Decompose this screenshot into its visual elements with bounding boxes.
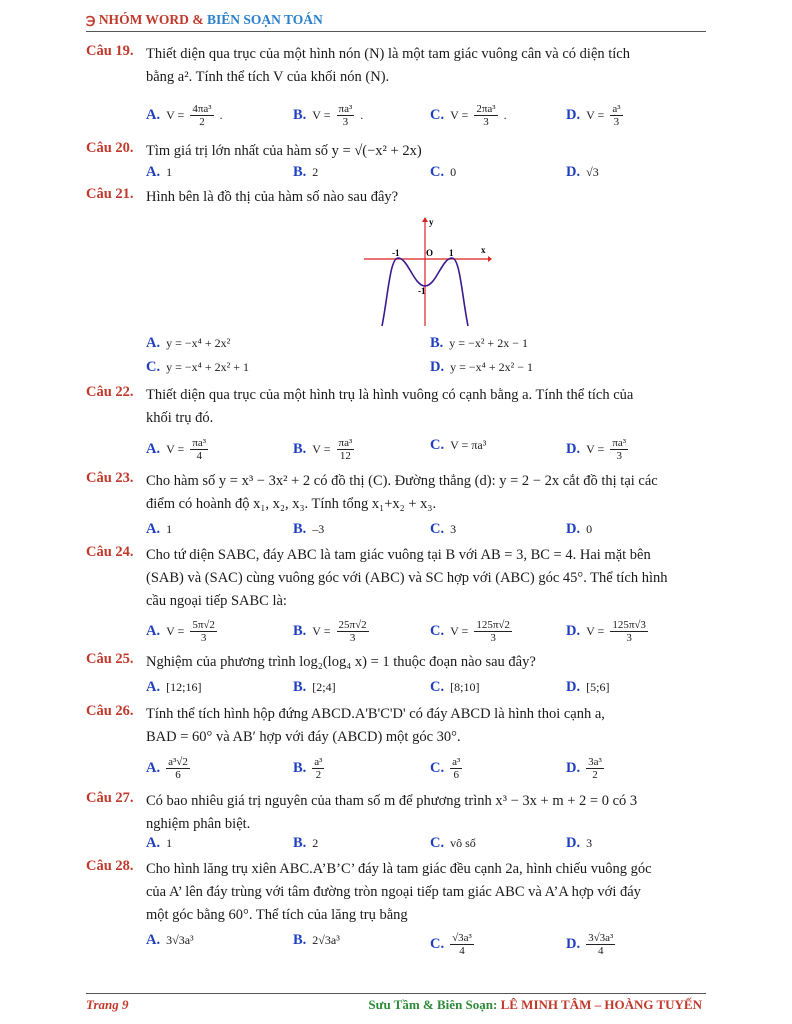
question-text-line: Cho hàm số y = x³ − 3x² + 2 có đồ thị (C). Đường thẳng (d): y = 2 − 2x cắt đồ thị tại các [146,473,658,489]
question-label: Câu 27. [86,790,134,806]
answer-option[interactable] [430,103,507,128]
y-arrow-icon [422,217,428,222]
fraction-numerator: 3a³ [588,756,602,768]
question-label: Câu 23. [86,470,134,486]
x-label: x [481,245,486,255]
fraction-numerator: 125π√2 [476,619,510,631]
option-prefix: V = [312,108,331,122]
option-letter: A. [146,441,161,457]
footer-credit-label: Sưu Tầm & Biên Soạn: [368,997,498,1012]
option-suffix: . [219,108,223,122]
option-letter: B. [293,441,307,457]
fraction-numerator: a³ [452,756,461,768]
option-fraction [312,756,324,781]
answer-option[interactable] [146,359,249,376]
option-fraction [190,103,213,128]
option-prefix: V = [586,624,605,638]
option-letter: B. [293,623,307,639]
option-letter: C. [430,521,445,537]
option-letter: D. [566,107,581,123]
answer-option[interactable] [566,679,609,696]
option-text: [8;10] [450,680,480,694]
question-label: Câu 21. [86,186,134,202]
option-fraction [190,437,208,462]
option-text: 1 [166,165,173,179]
answer-option[interactable] [146,521,172,538]
option-prefix: V = [166,108,185,122]
header-part1: NHÓM WORD [98,12,189,27]
fraction-numerator: a³ [612,103,621,115]
option-fraction [474,619,512,644]
option-text: 2√3a³ [312,933,340,947]
option-letter: A. [146,335,161,351]
fraction-denominator: 3 [483,116,489,128]
header-part2: BIÊN SOẠN TOÁN [206,12,323,27]
option-fraction [166,756,190,781]
option-prefix: V = [166,624,185,638]
option-letter: A. [146,164,161,180]
option-text: –3 [312,522,325,536]
question-text-line: điểm có hoành độ x₁, x₂, x₃. Tính tổng x₁+x₂ + x₃. [146,496,437,512]
question-text-line: Có bao nhiêu giá trị nguyên của tham số m để phương trình x³ − 3x + m + 2 = 0 có 3 [146,793,638,809]
option-fraction [610,619,648,644]
option-letter: C. [146,359,161,375]
option-letter: C. [430,936,445,952]
fraction-numerator: 3√3a³ [588,932,614,944]
fraction-denominator: 3 [342,116,349,128]
question-text-line: Nghiệm của phương trình log₂(log₄ x) = 1 thuộc đoạn nào sau đây? [146,654,536,670]
option-fraction [337,103,355,128]
fraction-denominator: 3 [349,632,356,644]
question-label: Câu 28. [86,858,134,874]
fraction-numerator: πa³ [338,437,353,449]
option-text: 3 [586,836,593,850]
page-header [86,12,323,28]
option-letter: D. [566,679,581,695]
answer-option[interactable] [430,335,528,352]
question-text-line: Hình bên là đồ thị của hàm số nào sau đây? [146,189,399,205]
question-label: Câu 19. [86,43,134,59]
logo-icon: ℈ [86,12,96,27]
option-fraction [586,932,615,957]
answer-option[interactable] [430,521,456,538]
question-text-line: một góc bằng 60°. Thể tích của lăng trụ bằng [146,907,408,923]
page-number: Trang 9 [86,997,129,1012]
option-text: y = −x² + 2x − 1 [449,336,528,350]
y-label: y [429,217,434,227]
answer-option[interactable] [293,932,340,949]
question-21-graph [362,216,492,328]
option-letter: B. [293,107,307,123]
option-letter: D. [566,936,581,952]
option-text: 2 [312,836,319,850]
answer-option[interactable] [566,164,599,181]
option-letter: A. [146,932,161,948]
question-text-line: (SAB) và (SAC) cùng vuông góc với (ABC) và SC hợp với (ABC) góc 45°. Thể tích hình [146,570,668,586]
answer-option[interactable] [430,164,456,181]
option-letter: B. [430,335,444,351]
option-text: 2 [312,165,319,179]
option-text: 0 [586,522,593,536]
option-letter: D. [566,521,581,537]
answer-option[interactable] [293,619,369,644]
answer-option[interactable] [146,679,201,696]
option-letter: D. [566,835,581,851]
option-prefix: V = [312,442,331,456]
option-fraction [610,437,628,462]
y-tick: -1 [418,286,426,296]
x-arrow-icon [488,256,492,262]
footer-credit [368,997,702,1013]
fraction-denominator: 3 [200,632,207,644]
answer-option[interactable] [566,103,623,128]
answer-option[interactable] [146,103,223,128]
option-letter: C. [430,164,445,180]
answer-option[interactable] [146,932,194,949]
tick-neg: -1 [392,248,400,258]
fraction-numerator: 2πa³ [476,103,496,115]
option-letter: C. [430,107,445,123]
option-letter: B. [293,521,307,537]
fraction-numerator: a³ [314,756,323,768]
question-text-line: Tính thể tích hình hộp đứng ABCD.A'B'C'D' có đáy ABCD là hình thoi cạnh a, [146,706,605,722]
fraction-denominator: 3 [626,632,632,644]
fraction-denominator: 2 [199,116,205,128]
fraction-numerator: πa³ [338,103,353,115]
option-suffix: . [503,108,507,122]
option-text: y = −x⁴ + 2x² − 1 [450,360,533,374]
option-text: y = −x⁴ + 2x² [166,336,231,350]
option-letter: D. [566,760,581,776]
option-fraction [337,619,369,644]
answer-option[interactable] [146,335,230,352]
fraction-numerator: a³√2 [168,756,188,768]
question-text-line: BAD = 60° và AB′ hợp với đáy (ABCD) một góc 30°. [146,729,461,745]
option-prefix: V = [312,624,331,638]
option-fraction [610,103,622,128]
answer-option[interactable] [293,679,336,696]
option-text: 0 [450,165,457,179]
option-fraction [450,932,474,957]
answer-option[interactable] [146,756,190,781]
option-letter: A. [146,521,161,537]
question-text-line: Thiết diện qua trục của một hình trụ là hình vuông có cạnh bằng a. Tính thể tích của [146,387,634,403]
option-text: y = −x⁴ + 2x² + 1 [166,360,249,374]
option-text: 1 [166,522,173,536]
option-prefix: V = [450,108,469,122]
fraction-denominator: 6 [175,769,181,781]
question-label: Câu 25. [86,651,134,667]
answer-option[interactable] [146,437,208,462]
answer-option[interactable] [566,437,628,462]
answer-option[interactable] [293,437,354,462]
answer-option[interactable] [293,756,324,781]
tick-pos: 1 [449,248,454,258]
option-text: 3 [450,522,457,536]
option-fraction [474,103,497,128]
option-letter: A. [146,835,161,851]
answer-option[interactable] [430,679,479,696]
option-letter: B. [293,679,307,695]
option-prefix: V = [450,624,469,638]
question-label: Câu 26. [86,703,134,719]
option-letter: B. [293,932,307,948]
option-fraction [337,437,355,462]
answer-option[interactable] [566,932,615,957]
option-text: [5;6] [586,680,610,694]
option-letter: A. [146,107,161,123]
question-text-line: nghiệm phân biệt. [146,816,251,832]
answer-option[interactable] [566,756,604,781]
question-text-line: của A’ lên đáy trùng với tâm đường tròn ngoại tiếp tam giác ABC và A’A hợp với đáy [146,884,641,900]
option-prefix: V = [586,108,605,122]
option-letter: B. [293,760,307,776]
option-prefix: V = [166,442,185,456]
option-text: [12;16] [166,680,202,694]
origin-label: O [426,248,434,258]
fraction-denominator: 2 [315,769,322,781]
fraction-numerator: 4πa³ [192,103,212,115]
fraction-denominator: 4 [459,945,465,957]
answer-option[interactable] [430,932,474,957]
option-suffix: . [360,108,364,122]
question-text-line: Cho tứ diện SABC, đáy ABC là tam giác vuông tại B với AB = 3, BC = 4. Hai mặt bên [146,547,651,563]
option-letter: C. [430,760,445,776]
option-letter: C. [430,437,445,453]
answer-option[interactable] [293,835,318,852]
footer-authors: LÊ MINH TÂM – HOÀNG TUYẾN [500,997,702,1012]
fraction-denominator: 6 [453,769,459,781]
fraction-numerator: 25π√2 [338,619,367,631]
option-fraction [450,756,462,781]
header-divider [86,31,706,32]
option-text: 3√3a³ [166,933,194,947]
fraction-denominator: 12 [339,450,351,462]
fraction-denominator: 4 [597,945,604,957]
question-label: Câu 20. [86,140,134,156]
answer-option[interactable] [430,756,462,781]
question-text-line: Cho hình lăng trụ xiên ABC.A’B’C’ đáy là tam giác đều cạnh 2a, hình chiếu vuông góc [146,861,652,877]
answer-option[interactable] [566,835,592,852]
fraction-denominator: 3 [490,632,496,644]
answer-option[interactable] [146,619,217,644]
answer-option[interactable] [293,103,363,128]
fraction-denominator: 4 [196,450,202,462]
option-letter: A. [146,760,161,776]
fraction-numerator: πa³ [192,437,207,449]
header-amp: & [192,12,204,27]
question-text-line: cầu ngoại tiếp SABC là: [146,593,287,609]
option-fraction [586,756,604,781]
option-letter: A. [146,679,161,695]
fraction-denominator: 3 [613,116,620,128]
option-letter: B. [293,164,307,180]
answer-option[interactable] [430,437,486,454]
fraction-numerator: 125π√3 [612,619,646,631]
option-letter: C. [430,835,445,851]
option-letter: D. [566,441,581,457]
fraction-numerator: 5π√2 [192,619,215,631]
question-label: Câu 22. [86,384,134,400]
option-letter: B. [293,835,307,851]
option-text: 1 [166,836,173,850]
fraction-numerator: πa³ [612,437,627,449]
option-letter: C. [430,679,445,695]
answer-option[interactable] [430,359,533,376]
option-letter: C. [430,623,445,639]
fraction-denominator: 3 [616,450,622,462]
question-text-line: Thiết diện qua trục của một hình nón (N) là một tam giác vuông cân và có diện tích [146,46,630,62]
option-letter: D. [430,359,445,375]
option-letter: D. [566,164,581,180]
question-text-line: Tìm giá trị lớn nhất của hàm số y = √(−x² + 2x) [146,143,422,159]
option-prefix: V = [586,442,605,456]
option-letter: D. [566,623,581,639]
answer-option[interactable] [566,619,648,644]
question-label: Câu 24. [86,544,134,560]
option-text: √3 [586,165,599,179]
answer-option[interactable] [430,835,476,852]
question-text-line: bằng a². Tính thể tích V của khối nón (N). [146,69,390,85]
answer-option[interactable] [430,619,512,644]
option-text: V = πa³ [450,438,487,452]
answer-option[interactable] [293,164,318,181]
answer-option[interactable] [146,835,172,852]
fraction-denominator: 2 [592,769,598,781]
option-text: [2;4] [312,680,336,694]
option-letter: A. [146,623,161,639]
answer-option[interactable] [146,164,172,181]
option-text: vô số [450,836,476,850]
question-text-line: khối trụ đó. [146,410,214,426]
fraction-numerator: √3a³ [452,932,472,944]
option-fraction [190,619,217,644]
footer-divider [86,993,706,994]
answer-option[interactable] [566,521,592,538]
answer-option[interactable] [293,521,324,538]
